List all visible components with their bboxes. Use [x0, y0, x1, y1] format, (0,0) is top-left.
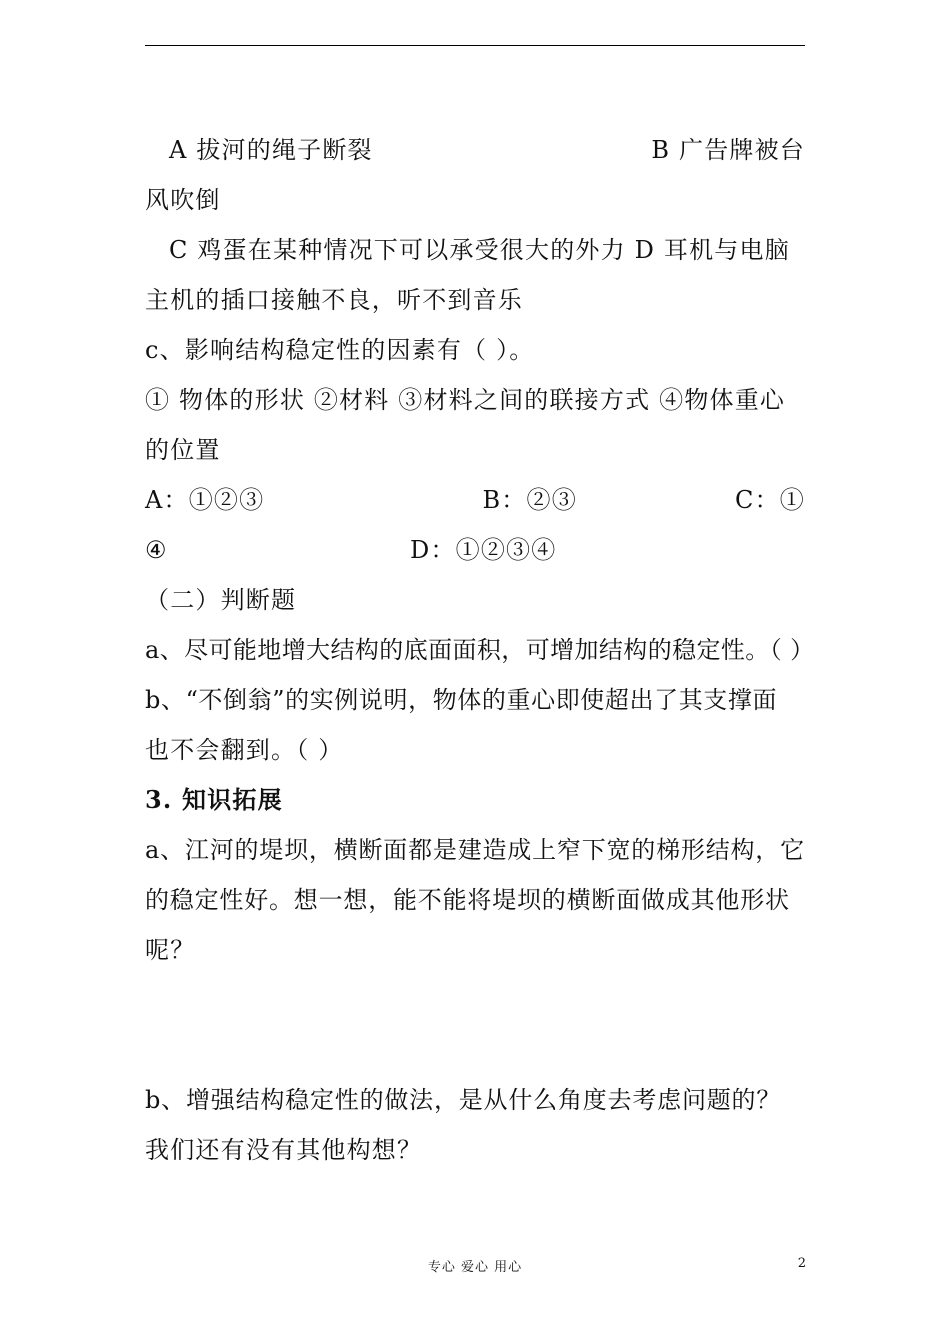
question-c-options-row — [145, 484, 805, 516]
option-d: D：①②③④ — [410, 536, 557, 564]
option-c: C：① — [735, 486, 805, 514]
option-row-cd: C 鸡蛋在某种情况下可以承受很大的外力 D 耳机与电脑 — [169, 236, 790, 264]
question-c-options-row-2 — [145, 534, 805, 566]
option-b-continuation: 风吹倒 — [145, 186, 221, 214]
option-b: B 广告牌被台 — [651, 136, 805, 164]
extension-a-line-2: 的稳定性好。想一想，能不能将堤坝的横断面做成其他形状 — [145, 886, 790, 914]
option-a: A 拔河的绳子断裂 — [169, 136, 373, 164]
footer-motto: 专心 爱心 用心 — [427, 1260, 523, 1275]
extension-b-line-2: 我们还有没有其他构想？ — [145, 1136, 423, 1164]
extension-b-line-1: b、增强结构稳定性的做法，是从什么角度去考虑问题的？ — [145, 1086, 782, 1114]
judge-item-a: a、尽可能地增大结构的底面面积，可增加结构的稳定性。（ ） — [145, 636, 815, 664]
option-row-ab — [145, 134, 805, 166]
header-rule — [145, 45, 805, 46]
question-c-factors: ① 物体的形状 ②材料 ③材料之间的联接方式 ④物体重心 — [145, 386, 786, 414]
option-b: B：②③ — [482, 486, 577, 514]
section-heading-judgement: （二）判断题 — [145, 586, 297, 614]
question-c-factors-continuation: 的位置 — [145, 436, 221, 464]
judge-item-b-continuation: 也不会翻到。（ ） — [145, 736, 344, 764]
extension-a-line-3: 呢？ — [145, 936, 196, 964]
option-c-continuation: ④ — [145, 536, 168, 564]
option-d-continuation: 主机的插口接触不良，听不到音乐 — [145, 286, 523, 314]
section-heading-extension: 3. 知识拓展 — [145, 785, 283, 814]
question-c-stem: c、影响结构稳定性的因素有（ ）。 — [145, 336, 535, 364]
judge-item-b: b、“不倒翁”的实例说明，物体的重心即使超出了其支撑面 — [145, 686, 778, 714]
option-a: A：①②③ — [145, 486, 265, 514]
extension-a-line-1: a、江河的堤坝，横断面都是建造成上窄下宽的梯形结构，它 — [145, 836, 805, 864]
page-number: 2 — [797, 1256, 806, 1271]
